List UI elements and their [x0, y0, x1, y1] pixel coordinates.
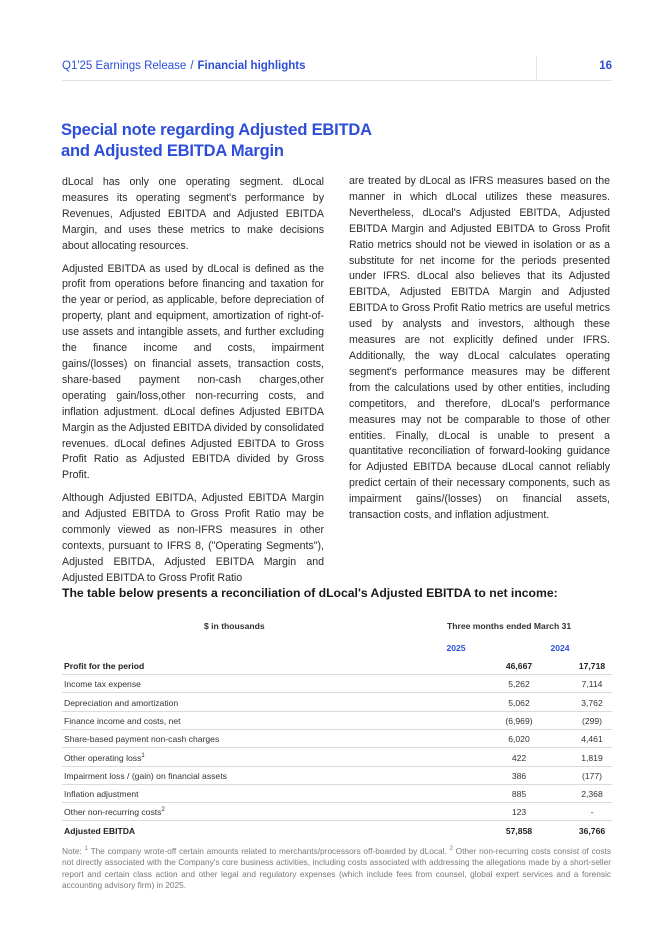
table-row-label-text: Adjusted EBITDA — [64, 825, 136, 836]
footnote-prefix: Note: — [62, 846, 82, 856]
table-row-footnote-mark: 2 — [161, 807, 165, 814]
table-cell-2025: 57,858 — [505, 825, 533, 836]
body-right-column — [349, 174, 610, 531]
left-paragraph-3: Although Adjusted EBITDA, Adjusted EBITDA Margin and Adjusted EBITDA to Gross Profit Ratio may be commonly viewed as non-IFRS measures in other contexts, pursuant to IFRS 8, ("Operating Segments"), Adjusted EBITDA, Adjusted EBITDA Margin and Adjusted EBITDA to Gross Profit Ratio — [62, 492, 324, 584]
table-row — [62, 730, 612, 748]
table-row-label — [64, 753, 145, 763]
table-row — [62, 675, 612, 693]
table-cell-2024: 36,766 — [578, 825, 606, 836]
table-cell-2024: - — [590, 807, 594, 818]
table-row — [62, 657, 612, 675]
right-paragraph-1: are treated by dLocal as IFRS measures based on the manner in which dLocal utilizes these measures. Nevertheless, dLocal's Adjusted EBITDA, Adjusted EBITDA Margin and Adjusted EBITDA to Gross Profit Ratio metrics should not be viewed in isolation or as a substitute for net income for the periods presented under IFRS. dLocal also believes that its Adjusted EBITDA, Adjusted EBITDA Margin and Adjusted EBITDA to Gross Profit Ratio metrics are useful metrics used by analysts and investors, although these measures are not explicitly defined under IFRS. Additionally, the way dLocal calculates operating segment's performance measures may be different from the calculations used by other entities, including competitors, and therefore, dLocal's performance measures may not be comparable to those of other entities. Finally, dLocal is unable to present a quantitative reconciliation of forward-looking guidance for Adjusted EBITDA because dLocal cannot reliably predict certain of their necessary components, such as impairment gains/(losses) on financial assets, transaction costs, and inflation adjustment. — [349, 175, 610, 522]
table-row — [62, 785, 612, 803]
breadcrumb-release: Q1'25 Earnings Release — [62, 60, 187, 72]
table-row-label-text: Depreciation and amortization — [64, 697, 179, 708]
section-title — [61, 120, 391, 162]
table-cell-2024: (177) — [581, 770, 603, 781]
table-row-label-text: Finance income and costs, net — [64, 715, 181, 726]
table-row-label — [64, 789, 139, 799]
table-row-label — [64, 771, 227, 781]
table-row-footnote-mark: 1 — [141, 752, 145, 759]
left-paragraph-2: Adjusted EBITDA as used by dLocal is defined as the profit from operations before financing and taxation for the year or period, as applicable, before depreciation of property, plant and equipment, amortization of right-of-use assets and intangible assets, and further excluding the finance income and costs, impairment gains/(losses) on financial assets, transaction costs, share-based payment non-cash charges,other operating gain/loss,other non-recurring costs, and inflation adjustment. dLocal defines Adjusted EBITDA Margin as the Adjusted EBITDA divided by consolidated revenues. dLocal defines Adjusted EBITDA to Gross Profit Ratio as Adjusted EBITDA divided by Gross Profit. — [62, 262, 324, 482]
table-row-label — [64, 679, 141, 689]
header-divider-vertical — [536, 56, 537, 80]
table-row — [62, 694, 612, 712]
table-row — [62, 749, 612, 767]
footnote-text-1: The company wrote-off certain amounts related to merchants/processors off-boarded by dLocal. — [90, 846, 447, 856]
table-row — [62, 712, 612, 730]
section-title-line-1: Special note regarding Adjusted EBITDA — [61, 121, 372, 139]
table-row-label-text: Inflation adjustment — [64, 789, 139, 800]
table-cell-2024: 7,114 — [581, 679, 603, 690]
table-cell-2024: 1,819 — [581, 752, 603, 763]
table-row-label — [64, 734, 219, 744]
breadcrumb-section: Financial highlights — [197, 60, 306, 72]
table-cell-2025: (6,969) — [505, 715, 533, 726]
table-year-2025: 2025 — [446, 643, 466, 653]
table-year-2024: 2024 — [550, 643, 570, 653]
table-row-label — [64, 716, 181, 726]
table-cell-2025: 5,262 — [508, 679, 530, 690]
table-row-label-text: Other operating loss — [64, 752, 142, 763]
footnote-text-2: Other non-recurring costs consist of costs not directly associated with the Company's core business activities, including costs associated with addressing the allegations made by a short-seller report and certain class action and other legal and regulatory expenses (which include fees from counsel, global expert services and a forensic accounting advisory firm) in 2025. — [62, 846, 611, 891]
table-cell-2025: 422 — [511, 752, 527, 763]
table-row-label-text: Other non-recurring costs — [64, 807, 162, 818]
table-cell-2024: 2,368 — [581, 789, 603, 800]
table-cell-2024: 3,762 — [581, 697, 603, 708]
table-row-label-text: Profit for the period — [64, 661, 145, 671]
table-cell-2025: 123 — [511, 807, 527, 818]
table-row-label — [64, 826, 135, 836]
table-row-label-text: Impairment loss / (gain) on financial assets — [64, 770, 227, 781]
table-unit-label: $ in thousands — [204, 621, 265, 631]
header-divider — [62, 80, 612, 81]
table-row-label — [64, 698, 178, 708]
footnote-sup-2: 2 — [449, 846, 453, 853]
table-cell-2024: 4,461 — [581, 734, 603, 745]
table-cell-2025: 885 — [511, 789, 527, 800]
table-cell-2024: (299) — [581, 715, 603, 726]
table-period-label: Three months ended March 31 — [447, 621, 572, 631]
table-row-label — [64, 807, 165, 817]
table-cell-2025: 46,667 — [505, 661, 533, 671]
table-heading: The table below presents a reconciliation of dLocal's Adjusted EBITDA to net income: — [62, 586, 558, 600]
section-title-line-2: and Adjusted EBITDA Margin — [61, 142, 284, 160]
table-row — [62, 767, 612, 785]
page-number: 16 — [599, 60, 612, 72]
table-row-label-text: Share-based payment non-cash charges — [64, 734, 220, 745]
footnote — [62, 846, 611, 892]
table-row-label — [64, 661, 144, 671]
table-cell-2025: 5,062 — [508, 697, 530, 708]
footnote-sup-1: 1 — [84, 846, 88, 853]
table-row — [62, 822, 612, 840]
table-cell-2024: 17,718 — [578, 661, 606, 671]
table-cell-2025: 386 — [511, 770, 527, 781]
page-header — [62, 60, 612, 80]
table-row-label-text: Income tax expense — [64, 679, 141, 690]
body-left-column — [62, 175, 324, 594]
table-cell-2025: 6,020 — [508, 734, 530, 745]
breadcrumb-separator: / — [190, 60, 194, 72]
table-row — [62, 803, 612, 821]
left-paragraph-1: dLocal has only one operating segment. dLocal measures its operating segment's performance by Revenues, Adjusted EBITDA and Adjusted EBITDA Margin, and uses these metrics to make decisions about allocating resources. — [62, 176, 324, 252]
